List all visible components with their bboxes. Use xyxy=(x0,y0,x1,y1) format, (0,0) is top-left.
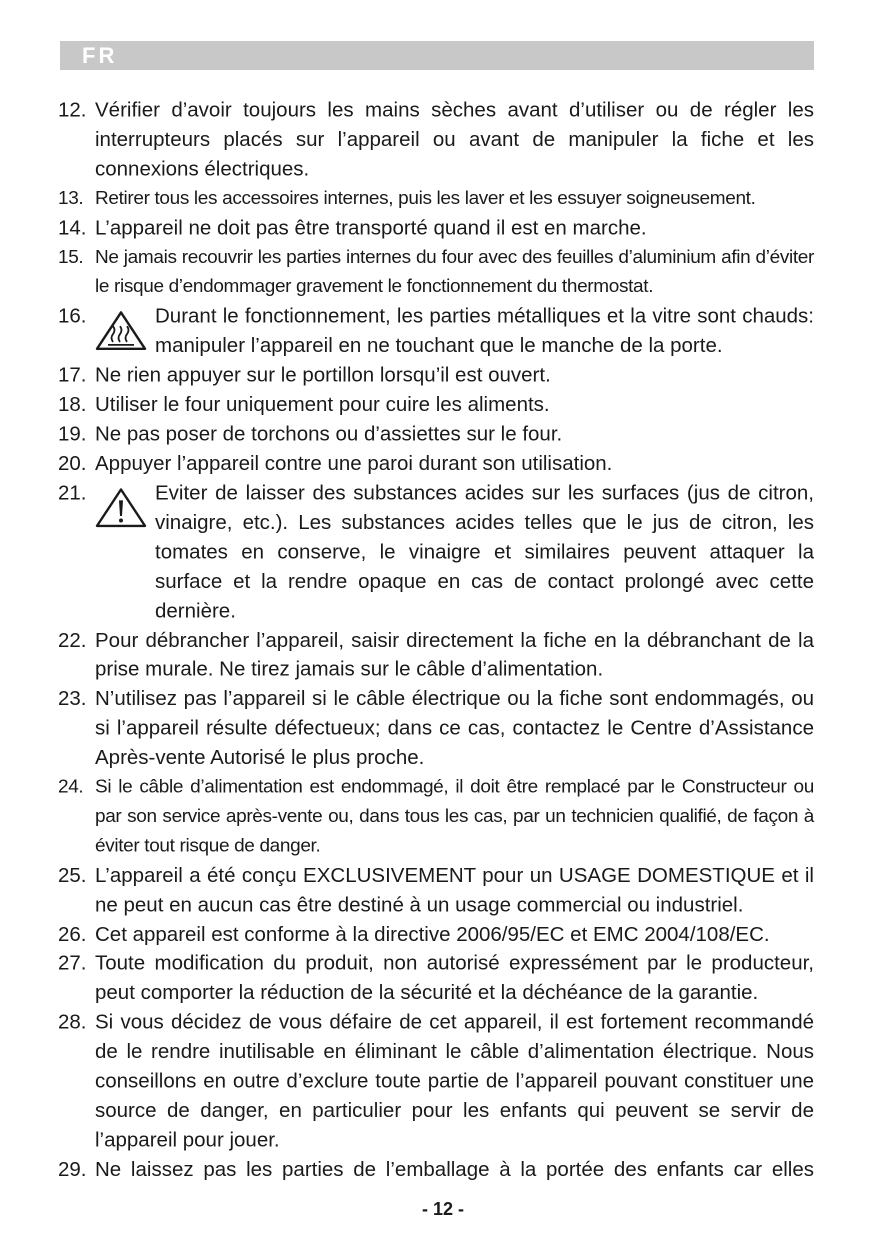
item-text: Cet appareil est conforme à la directive 2006/95/EC et EMC 2004/108/EC. xyxy=(95,922,770,946)
item-number: 18. xyxy=(58,393,87,416)
item-number: 25. xyxy=(58,864,87,887)
hot-surface-warning-icon xyxy=(94,310,148,353)
item-number: 15. xyxy=(58,247,84,268)
item-number: 22. xyxy=(58,628,87,652)
list-item-23 xyxy=(58,685,814,773)
item-text: N’utilisez pas l’appareil si le câble électrique ou la fiche sont endommagés, ou si l’appareil résulte défectueux; dans ce cas, contactez le Centre d’Assistance Après-vente Autorisé le plus proche. xyxy=(95,687,814,770)
list-item-29 xyxy=(58,1155,814,1184)
item-number: 28. xyxy=(58,1011,87,1034)
list-item-16 xyxy=(58,302,814,361)
item-number: 26. xyxy=(58,922,87,946)
item-text: Eviter de laisser des substances acides sur les surfaces (jus de citron, vinaigre, etc.). Les substances acides telles que le jus de citron, les tomates en conserve, le vinaigre et similaires peuvent attaquer la surface et la rendre opaque en cas de contact prolongé avec cette dernière. xyxy=(155,481,814,622)
list-item-24 xyxy=(58,773,814,861)
item-text: Ne jamais recouvrir les parties internes du four avec des feuilles d’aluminium afin d’éviter le risque d’endommager gravement le fonctionnement du thermostat. xyxy=(95,247,814,298)
warning-triangle-icon xyxy=(94,487,148,530)
item-number: 17. xyxy=(58,363,87,387)
language-header-bar xyxy=(60,41,814,70)
item-text: Utiliser le four uniquement pour cuire les aliments. xyxy=(95,393,550,416)
item-text: Retirer tous les accessoires internes, puis les laver et les essuyer soigneusement. xyxy=(95,188,756,209)
list-item-20 xyxy=(58,449,814,478)
list-item-14 xyxy=(58,214,814,243)
list-item-26 xyxy=(58,920,814,949)
item-text: Ne laissez pas les parties de l’emballage à la portée des enfants car elles xyxy=(95,1158,814,1181)
item-number: 24. xyxy=(58,776,84,798)
page-number: - 12 - xyxy=(421,1199,464,1219)
list-item-12 xyxy=(58,96,814,184)
item-text: L’appareil ne doit pas être transporté quand il est en marche. xyxy=(95,216,647,240)
item-number: 27. xyxy=(58,952,87,975)
item-text: Ne rien appuyer sur le portillon lorsqu’il est ouvert. xyxy=(95,363,551,387)
safety-instructions-list xyxy=(58,96,814,1185)
item-number: 16. xyxy=(58,304,87,328)
list-item-18 xyxy=(58,390,814,419)
item-text: Vérifier d’avoir toujours les mains sèches avant d’utiliser ou de régler les interrupteurs placés sur l’appareil ou avant de manipuler la fiche et les connexions électriques. xyxy=(95,98,814,181)
item-number: 19. xyxy=(58,422,87,446)
language-code: FR xyxy=(82,43,118,68)
item-number: 20. xyxy=(58,452,87,475)
list-item-13 xyxy=(58,184,814,213)
item-number: 14. xyxy=(58,216,87,240)
item-text: Ne pas poser de torchons ou d’assiettes sur le four. xyxy=(95,422,563,446)
item-text: L’appareil a été conçu EXCLUSIVEMENT pour un USAGE DOMESTIQUE et il ne peut en aucun cas être destiné à un usage commercial ou industriel. xyxy=(95,864,814,917)
item-text: Toute modification du produit, non autorisé expressément par le producteur, peut comporter la réduction de la sécurité et la déchéance de la garantie. xyxy=(95,952,814,1005)
item-text: Durant le fonctionnement, les parties métalliques et la vitre sont chauds: manipuler l’appareil en ne touchant que le manche de la porte. xyxy=(155,304,814,357)
list-item-28 xyxy=(58,1008,814,1155)
list-item-22 xyxy=(58,626,814,685)
list-item-21 xyxy=(58,479,814,626)
item-text: Si vous décidez de vous défaire de cet appareil, il est fortement recommandé de le rendre inutilisable en éliminant le câble d’alimentation électrique. Nous conseillons en outre d’exclure toute partie de l’appareil pouvant constituer une source de danger, en particulier pour les enfants qui peuvent se servir de l’appareil pour jouer. xyxy=(95,1011,814,1152)
item-number: 29. xyxy=(58,1158,87,1181)
list-item-19 xyxy=(58,420,814,449)
item-text: Appuyer l’appareil contre une paroi durant son utilisation. xyxy=(95,452,613,475)
item-text: Pour débrancher l’appareil, saisir directement la fiche en la débranchant de la prise murale. Ne tirez jamais sur le câble d’alimentation. xyxy=(95,628,814,681)
list-item-15 xyxy=(58,243,814,302)
list-item-17 xyxy=(58,361,814,390)
item-number: 23. xyxy=(58,687,87,711)
item-text: Si le câble d’alimentation est endommagé, il doit être remplacé par le Constructeur ou par son service après-vente ou, dans tous les cas, par un technicien qualifié, de façon à éviter tout risque de danger. xyxy=(95,776,814,857)
list-item-25 xyxy=(58,861,814,920)
list-item-27 xyxy=(58,949,814,1008)
item-number: 12. xyxy=(58,98,87,122)
item-number: 21. xyxy=(58,481,87,505)
item-number: 13. xyxy=(58,188,84,209)
